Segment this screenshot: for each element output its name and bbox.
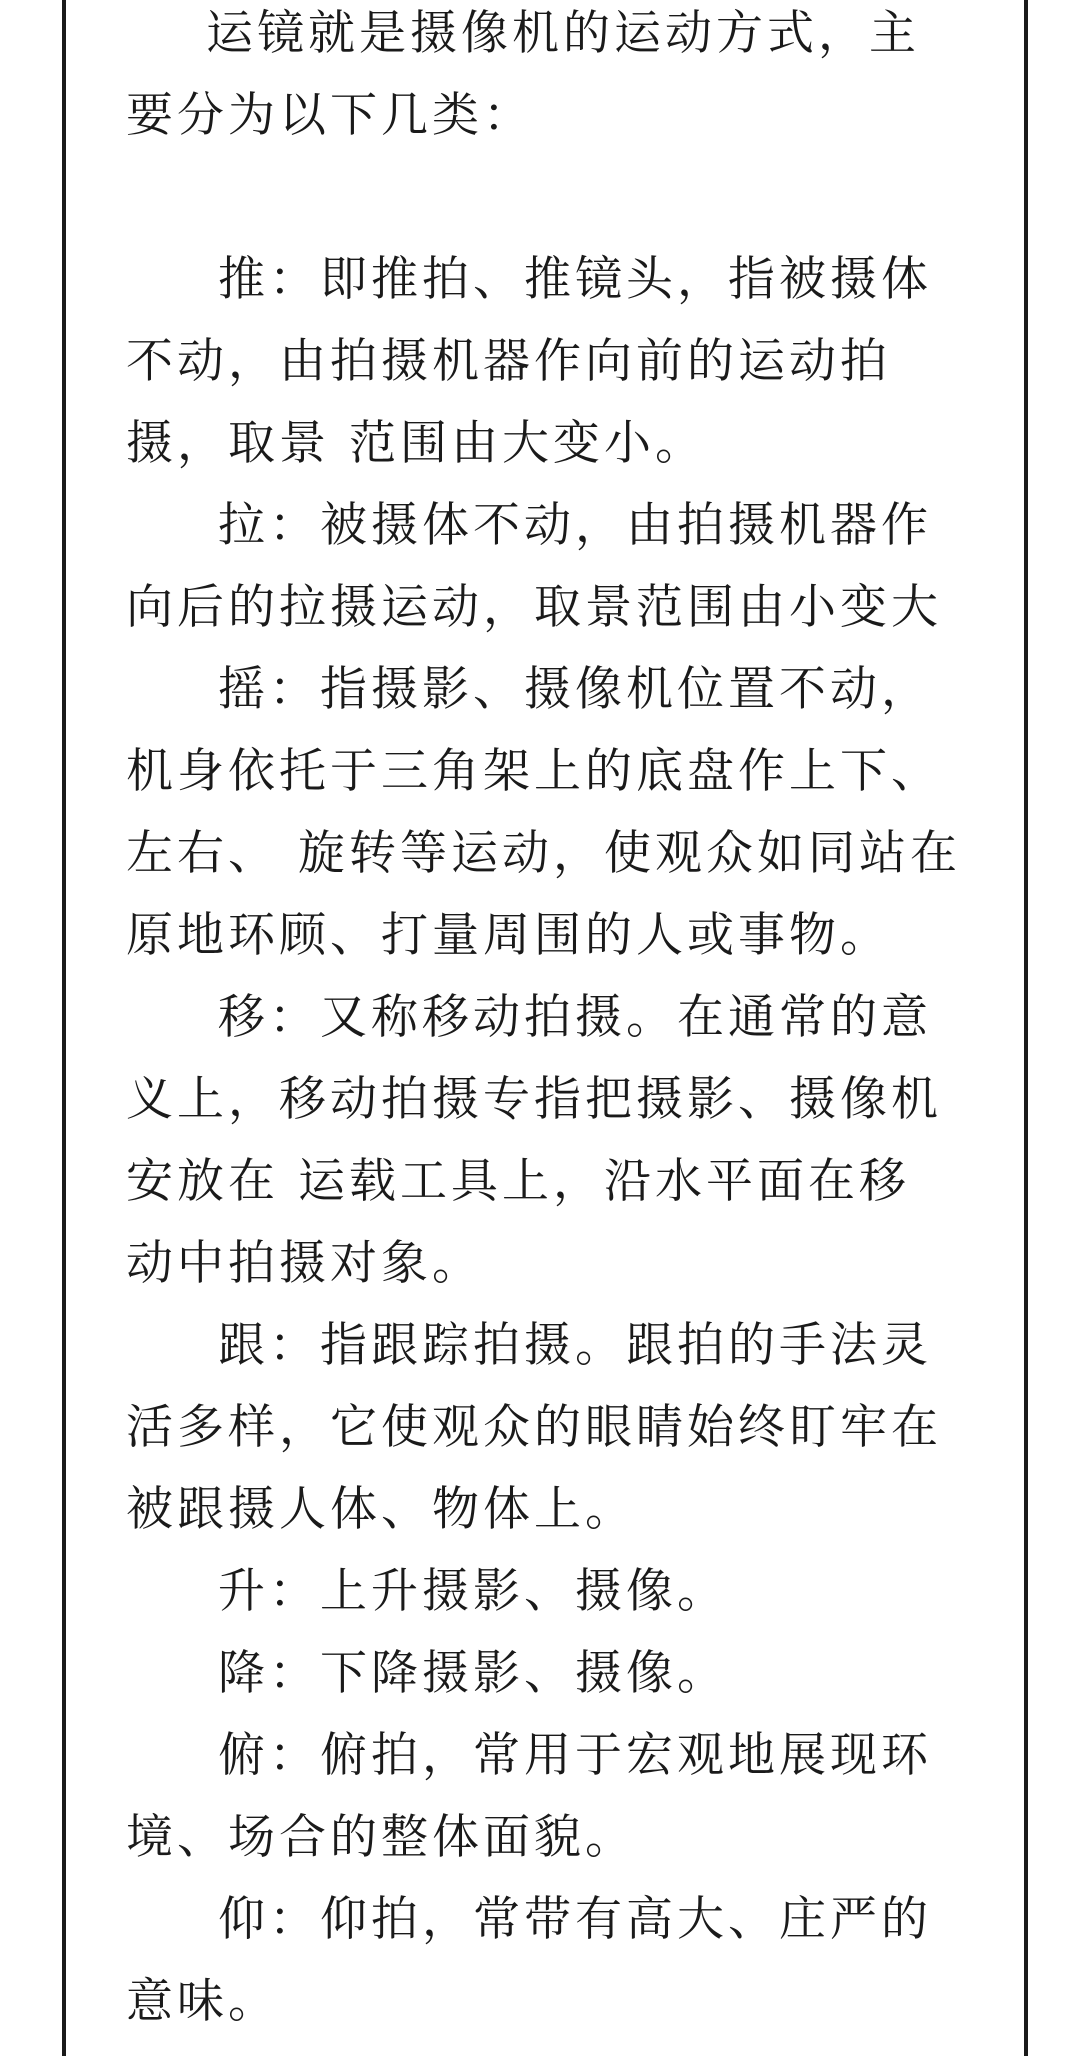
- follow-line-3: 被跟摄人体、物体上。: [126, 1482, 636, 1537]
- high-angle-line-2: 境、场合的整体面貌。: [126, 1810, 636, 1865]
- push-line-3: 摄，取景 范围由大变小。: [126, 416, 706, 471]
- pull-line-1: 拉：被摄体不动，由拍摄机器作: [218, 498, 932, 553]
- pan-line-4: 原地环顾、打量周围的人或事物。: [126, 908, 891, 963]
- fall-line: 降：下降摄影、摄像。: [218, 1646, 728, 1701]
- follow-line-1: 跟：指跟踪拍摄。跟拍的手法灵: [218, 1318, 932, 1373]
- low-angle-line-1: 仰：仰拍，常带有高大、庄严的: [218, 1892, 932, 1947]
- intro-line-2: 要分为以下几类：: [126, 88, 534, 143]
- push-line-2: 不动，由拍摄机器作向前的运动拍: [126, 334, 891, 389]
- pull-line-2: 向后的拉摄运动，取景范围由小变大: [126, 580, 942, 635]
- pan-line-3: 左右、 旋转等运动，使观众如同站在: [126, 826, 961, 881]
- move-line-1: 移：又称移动拍摄。在通常的意: [218, 990, 932, 1045]
- move-line-3: 安放在 运载工具上，沿水平面在移: [126, 1154, 910, 1209]
- follow-line-2: 活多样，它使观众的眼睛始终盯牢在: [126, 1400, 942, 1455]
- push-line-1: 推：即推拍、推镜头，指被摄体: [218, 252, 932, 307]
- low-angle-line-2: 意味。: [126, 1974, 279, 2029]
- intro-line-1: 运镜就是摄像机的运动方式，主: [206, 6, 920, 61]
- high-angle-line-1: 俯：俯拍，常用于宏观地展现环: [218, 1728, 932, 1783]
- pan-line-1: 摇：指摄影、摄像机位置不动，: [218, 662, 932, 717]
- pan-line-2: 机身依托于三角架上的底盘作上下、: [126, 744, 942, 799]
- rise-line: 升：上升摄影、摄像。: [218, 1564, 728, 1619]
- move-line-4: 动中拍摄对象。: [126, 1236, 483, 1291]
- move-line-2: 义上，移动拍摄专指把摄影、摄像机: [126, 1072, 942, 1127]
